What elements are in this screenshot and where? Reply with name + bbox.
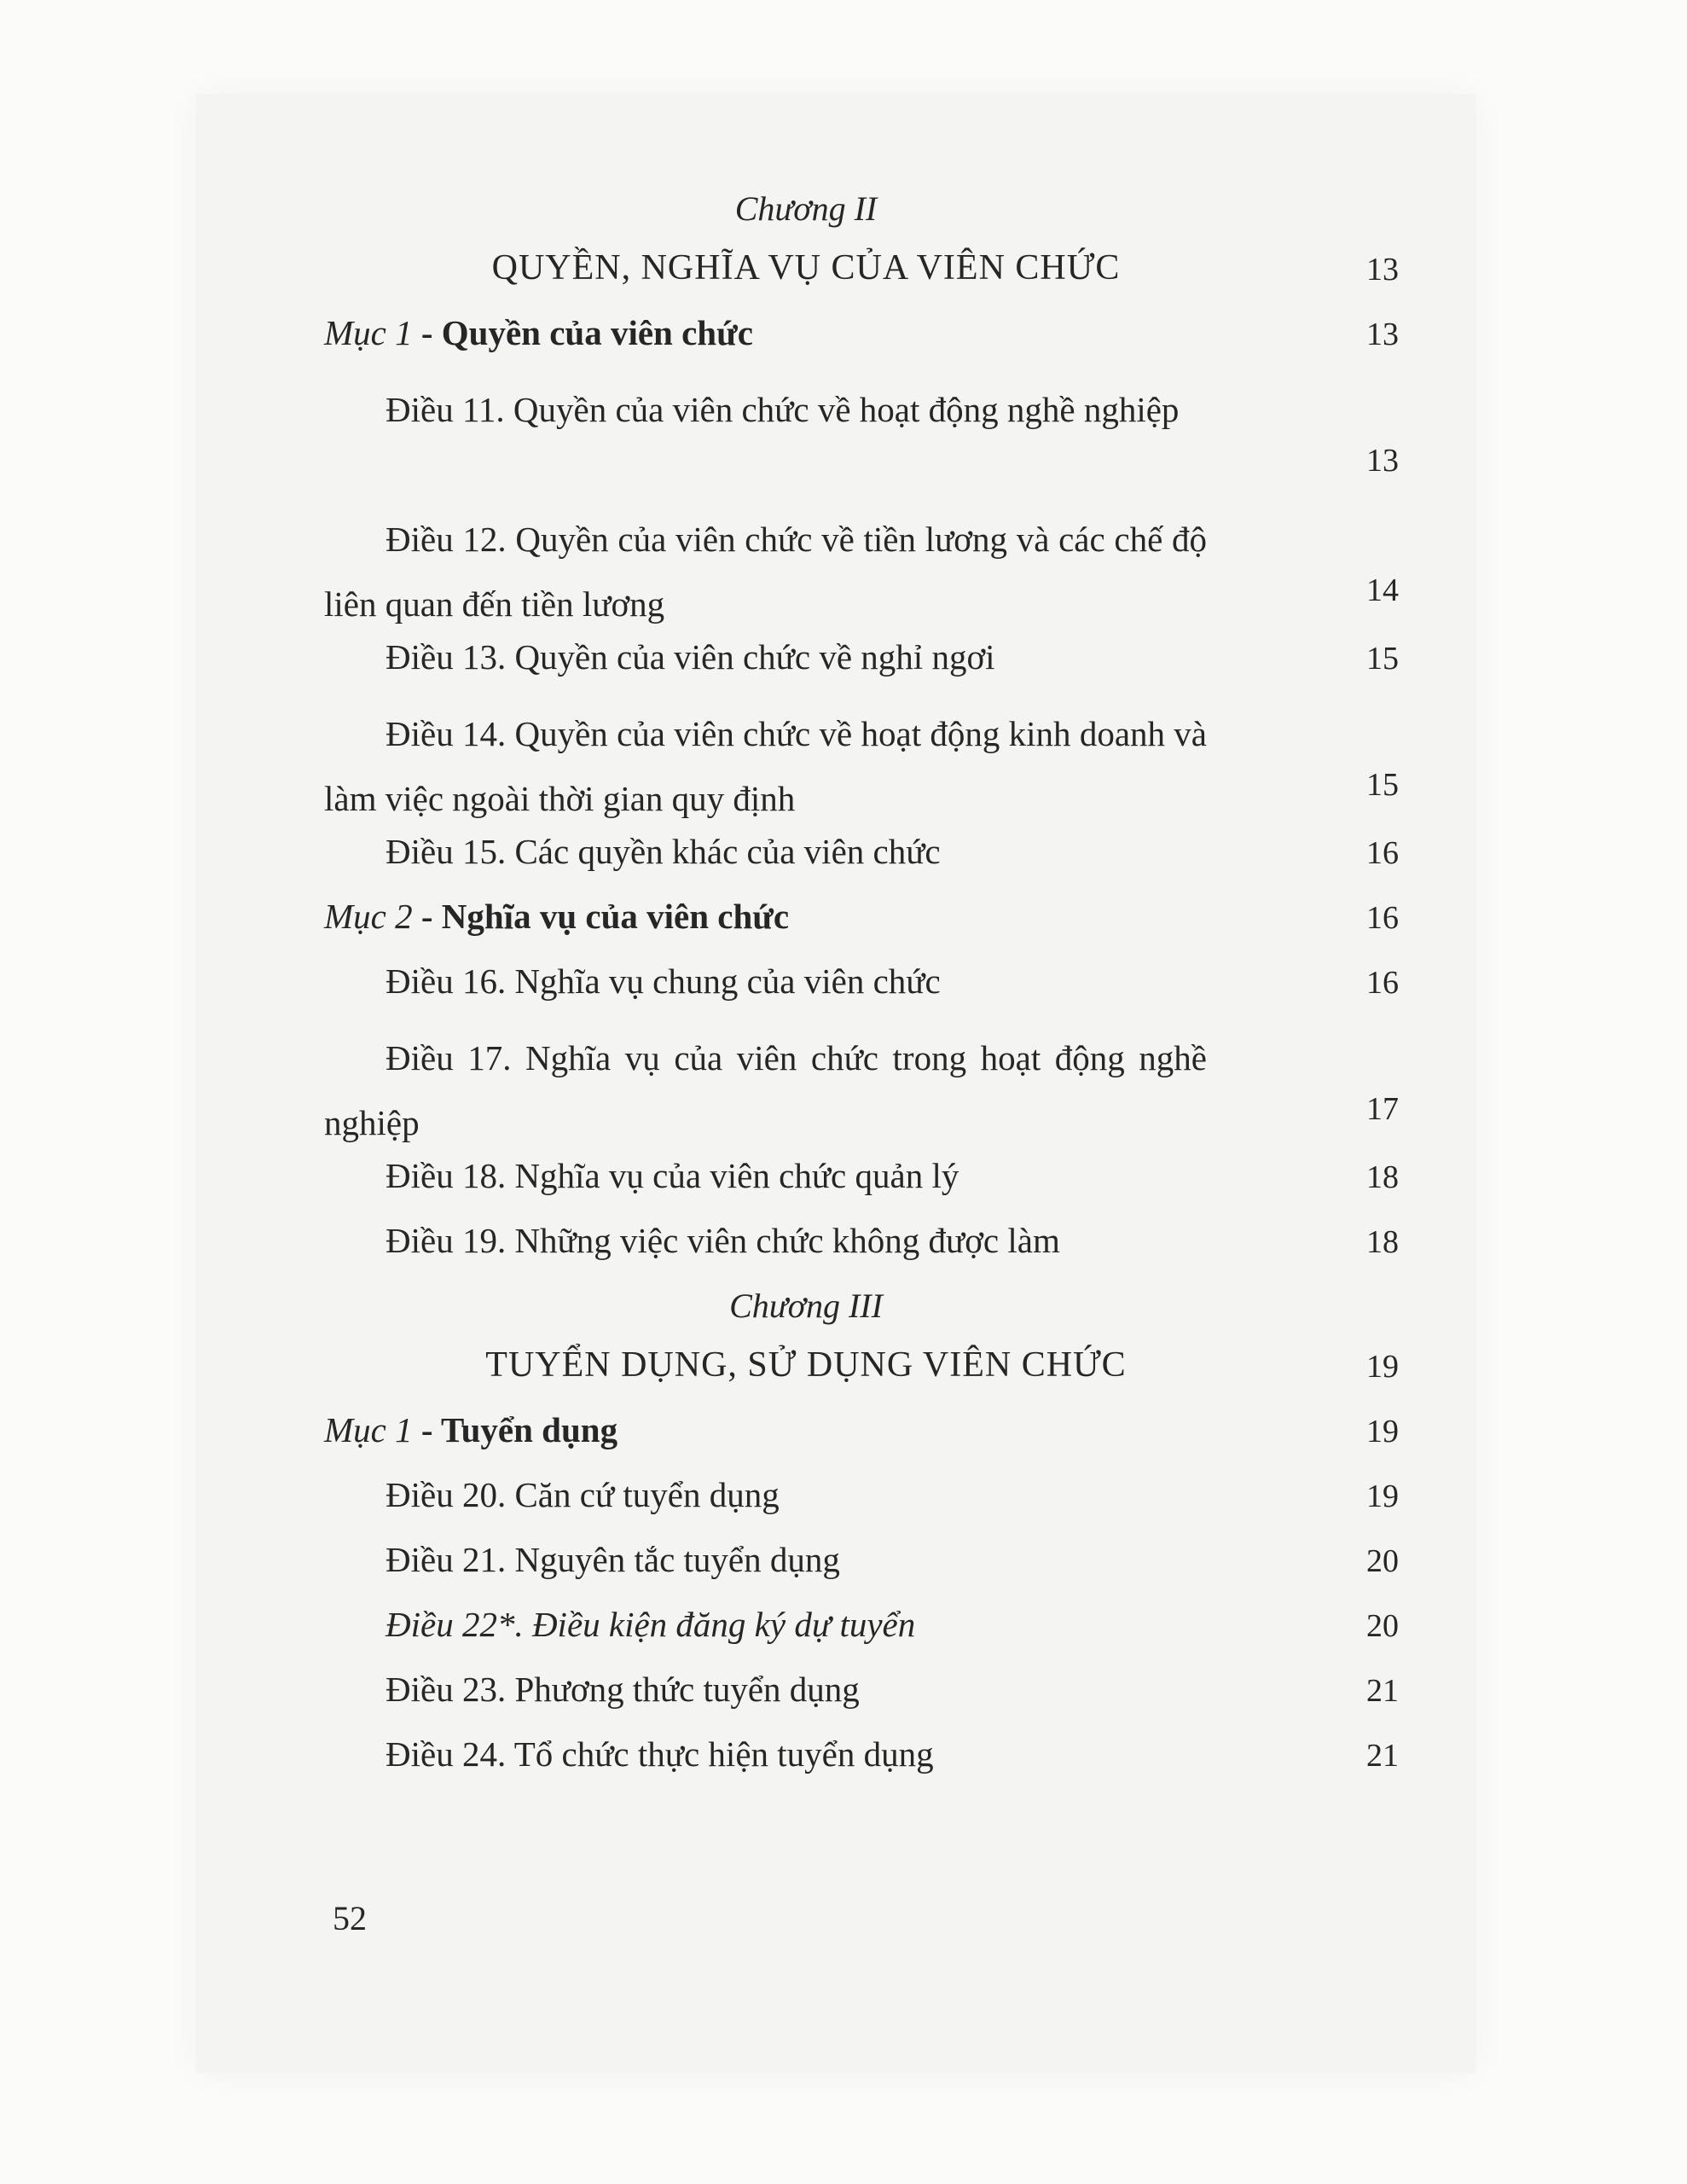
page-ref: 19 (1366, 1414, 1399, 1449)
toc-entry (324, 628, 1399, 693)
chapter-title-row (324, 239, 1399, 304)
toc-entry (324, 1660, 1399, 1725)
section-row (324, 887, 1399, 952)
entry-text: Điều 20. Căn cứ tuyển dụng (386, 1475, 780, 1514)
chapter-label: Chương III (729, 1287, 883, 1325)
page-ref: 13 (1366, 252, 1399, 288)
page-ref: 13 (1366, 317, 1399, 352)
toc-entry (324, 1466, 1399, 1531)
chapter-label: Chương II (734, 189, 878, 228)
table-of-contents (324, 179, 1399, 1790)
entry-text: Điều 13. Quyền của viên chức về nghỉ ngơi (386, 637, 995, 677)
entry-text: Điều 19. Những việc viên chức không được làm (386, 1221, 1060, 1260)
page-ref: 21 (1366, 1673, 1399, 1709)
book-page (196, 94, 1475, 2073)
toc-entry (324, 952, 1399, 1017)
toc-entry (324, 1017, 1399, 1147)
entry-text: Điều 21. Nguyên tắc tuyển dụng (386, 1540, 840, 1579)
page-ref: 21 (1366, 1738, 1399, 1774)
chapter-title: TUYỂN DỤNG, SỬ DỤNG VIÊN CHỨC (485, 1345, 1127, 1385)
toc-entry (324, 1211, 1399, 1276)
page-ref: 15 (1366, 641, 1399, 677)
page-ref: 20 (1366, 1608, 1399, 1644)
chapter-title-row (324, 1336, 1399, 1401)
page-ref: 16 (1366, 835, 1399, 871)
page-ref: 14 (1366, 572, 1399, 608)
toc-entry (324, 498, 1399, 628)
section-title: Mục 1 - Quyền của viên chức (324, 313, 753, 352)
page-number: 52 (333, 1899, 367, 1937)
entry-text: Điều 24. Tổ chức thực hiện tuyển dụng (386, 1734, 934, 1774)
entry-text: Điều 16. Nghĩa vụ chung của viên chức (386, 961, 941, 1001)
entry-text: Điều 15. Các quyền khác của viên chức (386, 832, 941, 871)
section-title: Mục 2 - Nghĩa vụ của viên chức (324, 897, 790, 936)
page-ref: 16 (1366, 965, 1399, 1001)
page-ref: 19 (1366, 1478, 1399, 1514)
page-ref: 18 (1366, 1224, 1399, 1260)
page-ref: 20 (1366, 1543, 1399, 1579)
toc-entry (324, 693, 1399, 822)
section-row (324, 304, 1399, 369)
page-ref: 17 (1366, 1091, 1399, 1127)
entry-text: Điều 11. Quyền của viên chức về hoạt động nghề nghiệp (386, 390, 1180, 429)
toc-entry (324, 1725, 1399, 1790)
toc-entry (324, 1531, 1399, 1595)
entry-text: Điều 12. Quyền của viên chức về tiền lương và các chế độ liên quan đến tiền lương (324, 520, 1207, 624)
toc-entry (324, 1147, 1399, 1211)
entry-text: Điều 17. Nghĩa vụ của viên chức trong hoạt động nghề nghiệp (324, 1038, 1207, 1142)
page-ref: 19 (1366, 1349, 1399, 1385)
chapter-title: QUYỀN, NGHĨA VỤ CỦA VIÊN CHỨC (491, 248, 1121, 288)
page-ref: 15 (1366, 767, 1399, 803)
entry-text: Điều 18. Nghĩa vụ của viên chức quản lý (386, 1156, 959, 1195)
section-row (324, 1401, 1399, 1466)
entry-text: Điều 22*. Điều kiện đăng ký dự tuyển (386, 1605, 916, 1644)
entry-text: Điều 14. Quyền của viên chức về hoạt động kinh doanh và làm việc ngoài thời gian quy định (324, 714, 1207, 818)
entry-text: Điều 23. Phương thức tuyển dụng (386, 1670, 860, 1709)
page-ref: 13 (1366, 443, 1399, 479)
toc-entry (324, 822, 1399, 887)
page-ref: 18 (1366, 1159, 1399, 1195)
section-title: Mục 1 - Tuyển dụng (324, 1410, 618, 1449)
page-ref: 16 (1366, 900, 1399, 936)
toc-entry (324, 1595, 1399, 1660)
toc-entry (324, 369, 1399, 498)
